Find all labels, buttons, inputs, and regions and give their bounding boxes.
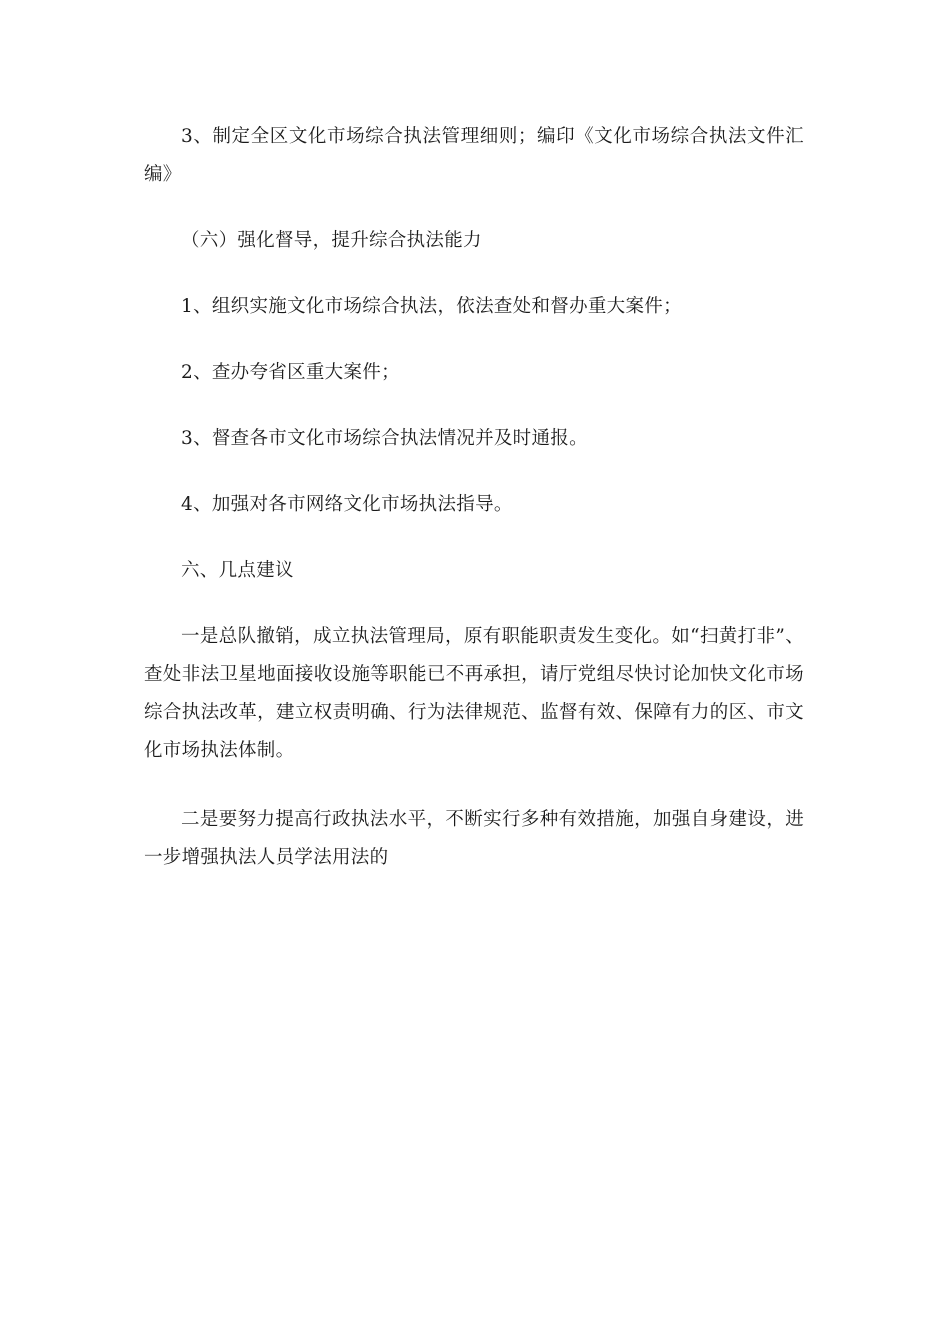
paragraph-item-1: 1、组织实施文化市场综合执法，依法查处和督办重大案件； [181, 296, 682, 317]
paragraph-item-3: 3、督查各市文化市场综合执法情况并及时通报。 [181, 428, 588, 449]
paragraph-suggestion-2: 二是要努力提高行政执法水平，不断实行多种有效措施，加强自身建设，进一步增强执法人员学法用法的 [144, 809, 804, 868]
document-body [144, 118, 804, 877]
paragraph-item-2: 2、查办夸省区重大案件； [181, 362, 400, 383]
paragraph-suggestion-1: 一是总队撤销，成立执法管理局，原有职能职责发生变化。如“扫黄打非”、查处非法卫星地面接收设施等职能已不再承担，请厅党组尽快讨论加快文化市场综合执法改革，建立权责明确、行为法律规范、监督有效、保障有力的区、市文化市场执法体制。 [144, 626, 804, 761]
section-heading-suggestions: 六、几点建议 [181, 560, 294, 581]
section-heading-supervision: （六）强化督导，提升综合执法能力 [181, 230, 482, 251]
paragraph-compile-rules: 3、制定全区文化市场综合执法管理细则；编印《文化市场综合执法文件汇编》 [144, 126, 804, 185]
paragraph-item-4: 4、加强对各市网络文化市场执法指导。 [181, 494, 513, 515]
